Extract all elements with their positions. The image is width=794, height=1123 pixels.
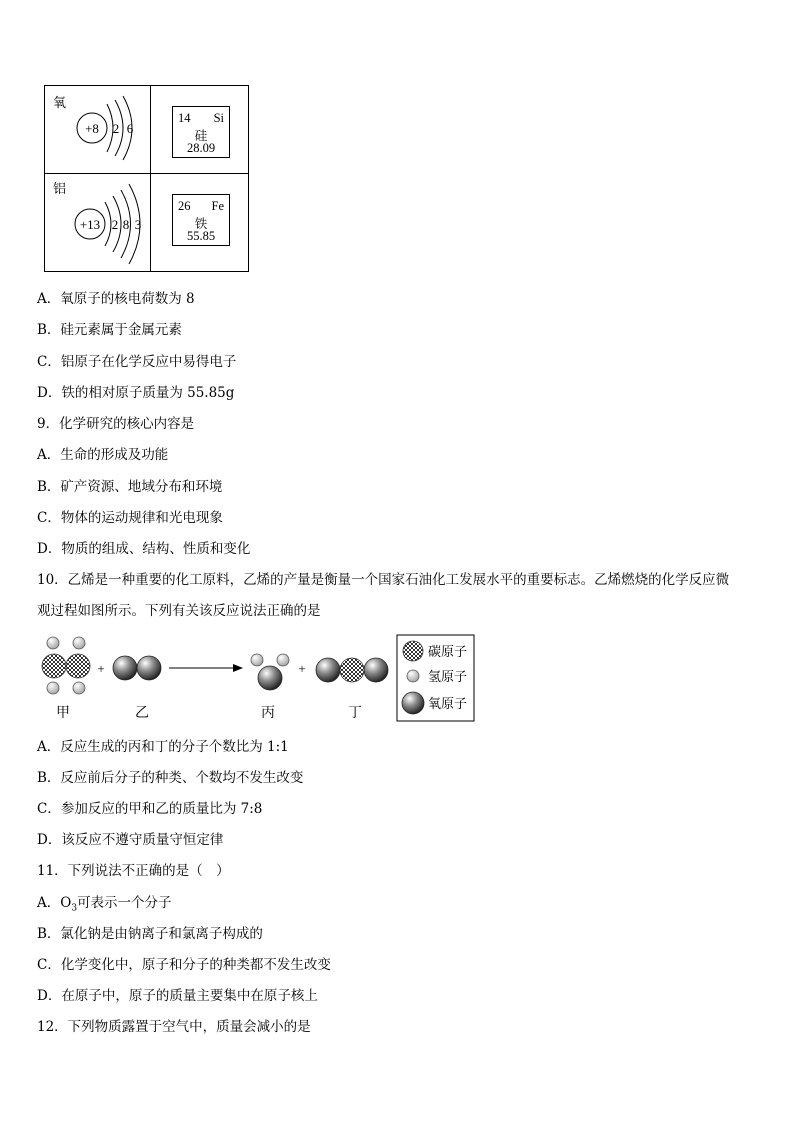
hydrogen-atom bbox=[47, 637, 59, 649]
q9-option-a: A．生命的形成及功能 bbox=[37, 447, 169, 463]
carbon-atom bbox=[340, 658, 364, 682]
iron-symbol: Fe bbox=[211, 199, 224, 213]
hydrogen-atom bbox=[73, 637, 85, 649]
legend-carbon-swatch bbox=[403, 641, 423, 661]
silicon-name: 硅 bbox=[194, 128, 208, 143]
iron-name: 铁 bbox=[194, 216, 208, 231]
oxygen-nucleus-text: +8 bbox=[85, 121, 99, 136]
carbon-atom bbox=[42, 654, 66, 678]
q8-option-a: A．氧原子的核电荷数为 8 bbox=[37, 291, 195, 307]
silicon-element-card bbox=[172, 106, 230, 158]
atom-structure-table bbox=[44, 85, 249, 272]
table-vertical-divider bbox=[150, 86, 151, 271]
carbon-atom bbox=[66, 654, 90, 678]
q11-option-a-subscript: 3 bbox=[71, 903, 78, 914]
molecule-ding bbox=[316, 658, 388, 682]
q10-option-c: C．参加反应的甲和乙的质量比为 7:8 bbox=[37, 801, 263, 817]
plus-sign-1: + bbox=[97, 661, 105, 676]
diagram-legend bbox=[397, 635, 474, 721]
silicon-mass: 28.09 bbox=[186, 141, 216, 155]
reaction-arrow-head bbox=[233, 664, 243, 672]
oxygen-atom bbox=[258, 666, 282, 690]
q8-option-c: C．铝原子在化学反应中易得电子 bbox=[37, 354, 237, 370]
oxygen-label: 氧 bbox=[53, 96, 67, 111]
hydrogen-atom bbox=[251, 654, 263, 666]
iron-element-card bbox=[172, 194, 230, 246]
q9-stem: 9．化学研究的核心内容是 bbox=[37, 416, 195, 432]
q10-option-b: B．反应前后分子的种类、个数均不发生改变 bbox=[37, 770, 304, 786]
iron-number: 26 bbox=[178, 199, 191, 213]
aluminum-nucleus-text: +13 bbox=[79, 217, 101, 232]
silicon-number: 14 bbox=[178, 111, 191, 125]
plus-sign-2: + bbox=[298, 661, 306, 676]
aluminum-shell-3: 3 bbox=[134, 217, 142, 232]
label-jia: 甲 bbox=[56, 705, 70, 721]
oxygen-atom bbox=[113, 656, 137, 680]
q12-stem: 12．下列物质露置于空气中，质量会减小的是 bbox=[37, 1019, 311, 1035]
q10-option-a: A．反应生成的丙和丁的分子个数比为 1:1 bbox=[37, 739, 289, 755]
legend-hydrogen-label: 氢原子 bbox=[428, 670, 468, 685]
aluminum-atom-diagram bbox=[45, 174, 150, 272]
hydrogen-atom bbox=[73, 682, 85, 694]
q9-option-c: C．物体的运动规律和光电现象 bbox=[37, 510, 223, 526]
q9-option-b: B．矿产资源、地域分布和环境 bbox=[37, 479, 223, 495]
legend-oxygen-label: 氧原子 bbox=[428, 697, 468, 712]
q9-option-d: D．物质的组成、结构、性质和变化 bbox=[37, 541, 251, 557]
aluminum-shell-1: 2 bbox=[111, 217, 119, 232]
q8-option-d: D．铁的相对原子质量为 55.85g bbox=[37, 385, 235, 401]
oxygen-shell-1: 2 bbox=[112, 121, 120, 136]
legend-oxygen-swatch bbox=[402, 692, 424, 714]
q11-option-a-prefix: A．O bbox=[37, 895, 72, 911]
q10-option-d: D．该反应不遵守质量守恒定律 bbox=[37, 832, 224, 848]
oxygen-atom bbox=[316, 658, 340, 682]
oxygen-atom-diagram bbox=[45, 86, 150, 173]
hydrogen-atom bbox=[47, 682, 59, 694]
molecule-bing bbox=[251, 654, 289, 690]
label-bing: 丙 bbox=[261, 705, 275, 721]
q11-option-d: D．在原子中，原子的质量主要集中在原子核上 bbox=[37, 988, 318, 1004]
legend-hydrogen-swatch bbox=[407, 670, 419, 682]
q10-stem-line1: 10．乙烯是一种重要的化工原料，乙烯的产量是衡量一个国家石油化工发展水平的重要标志。乙烯燃烧的化学反应微 bbox=[37, 572, 730, 588]
oxygen-shell-2: 6 bbox=[126, 121, 134, 136]
hydrogen-atom bbox=[277, 654, 289, 666]
aluminum-shell-arc-1 bbox=[105, 202, 111, 246]
q10-stem-line2: 观过程如图所示。下列有关该反应说法正确的是 bbox=[37, 603, 321, 619]
molecule-yi bbox=[113, 656, 161, 680]
q11-option-c: C．化学变化中，原子和分子的种类都不发生改变 bbox=[37, 957, 331, 973]
q11-option-a bbox=[37, 893, 172, 919]
label-yi: 乙 bbox=[135, 705, 149, 721]
aluminum-shell-2: 8 bbox=[122, 217, 130, 232]
oxygen-atom bbox=[137, 656, 161, 680]
aluminum-label: 铝 bbox=[53, 182, 67, 197]
q11-stem: 11．下列说法不正确的是（ ） bbox=[37, 863, 230, 879]
legend-carbon-label: 碳原子 bbox=[428, 645, 468, 660]
q8-option-b: B．硅元素属于金属元素 bbox=[37, 322, 182, 338]
reaction-diagram bbox=[37, 633, 482, 725]
q11-option-a-suffix: 可表示一个分子 bbox=[77, 895, 172, 911]
q11-option-b: B．氯化钠是由钠离子和氯离子构成的 bbox=[37, 926, 263, 942]
molecule-jia bbox=[42, 637, 90, 694]
silicon-symbol: Si bbox=[213, 111, 224, 125]
iron-mass: 55.85 bbox=[186, 229, 216, 243]
label-ding: 丁 bbox=[348, 705, 362, 721]
oxygen-atom bbox=[364, 658, 388, 682]
